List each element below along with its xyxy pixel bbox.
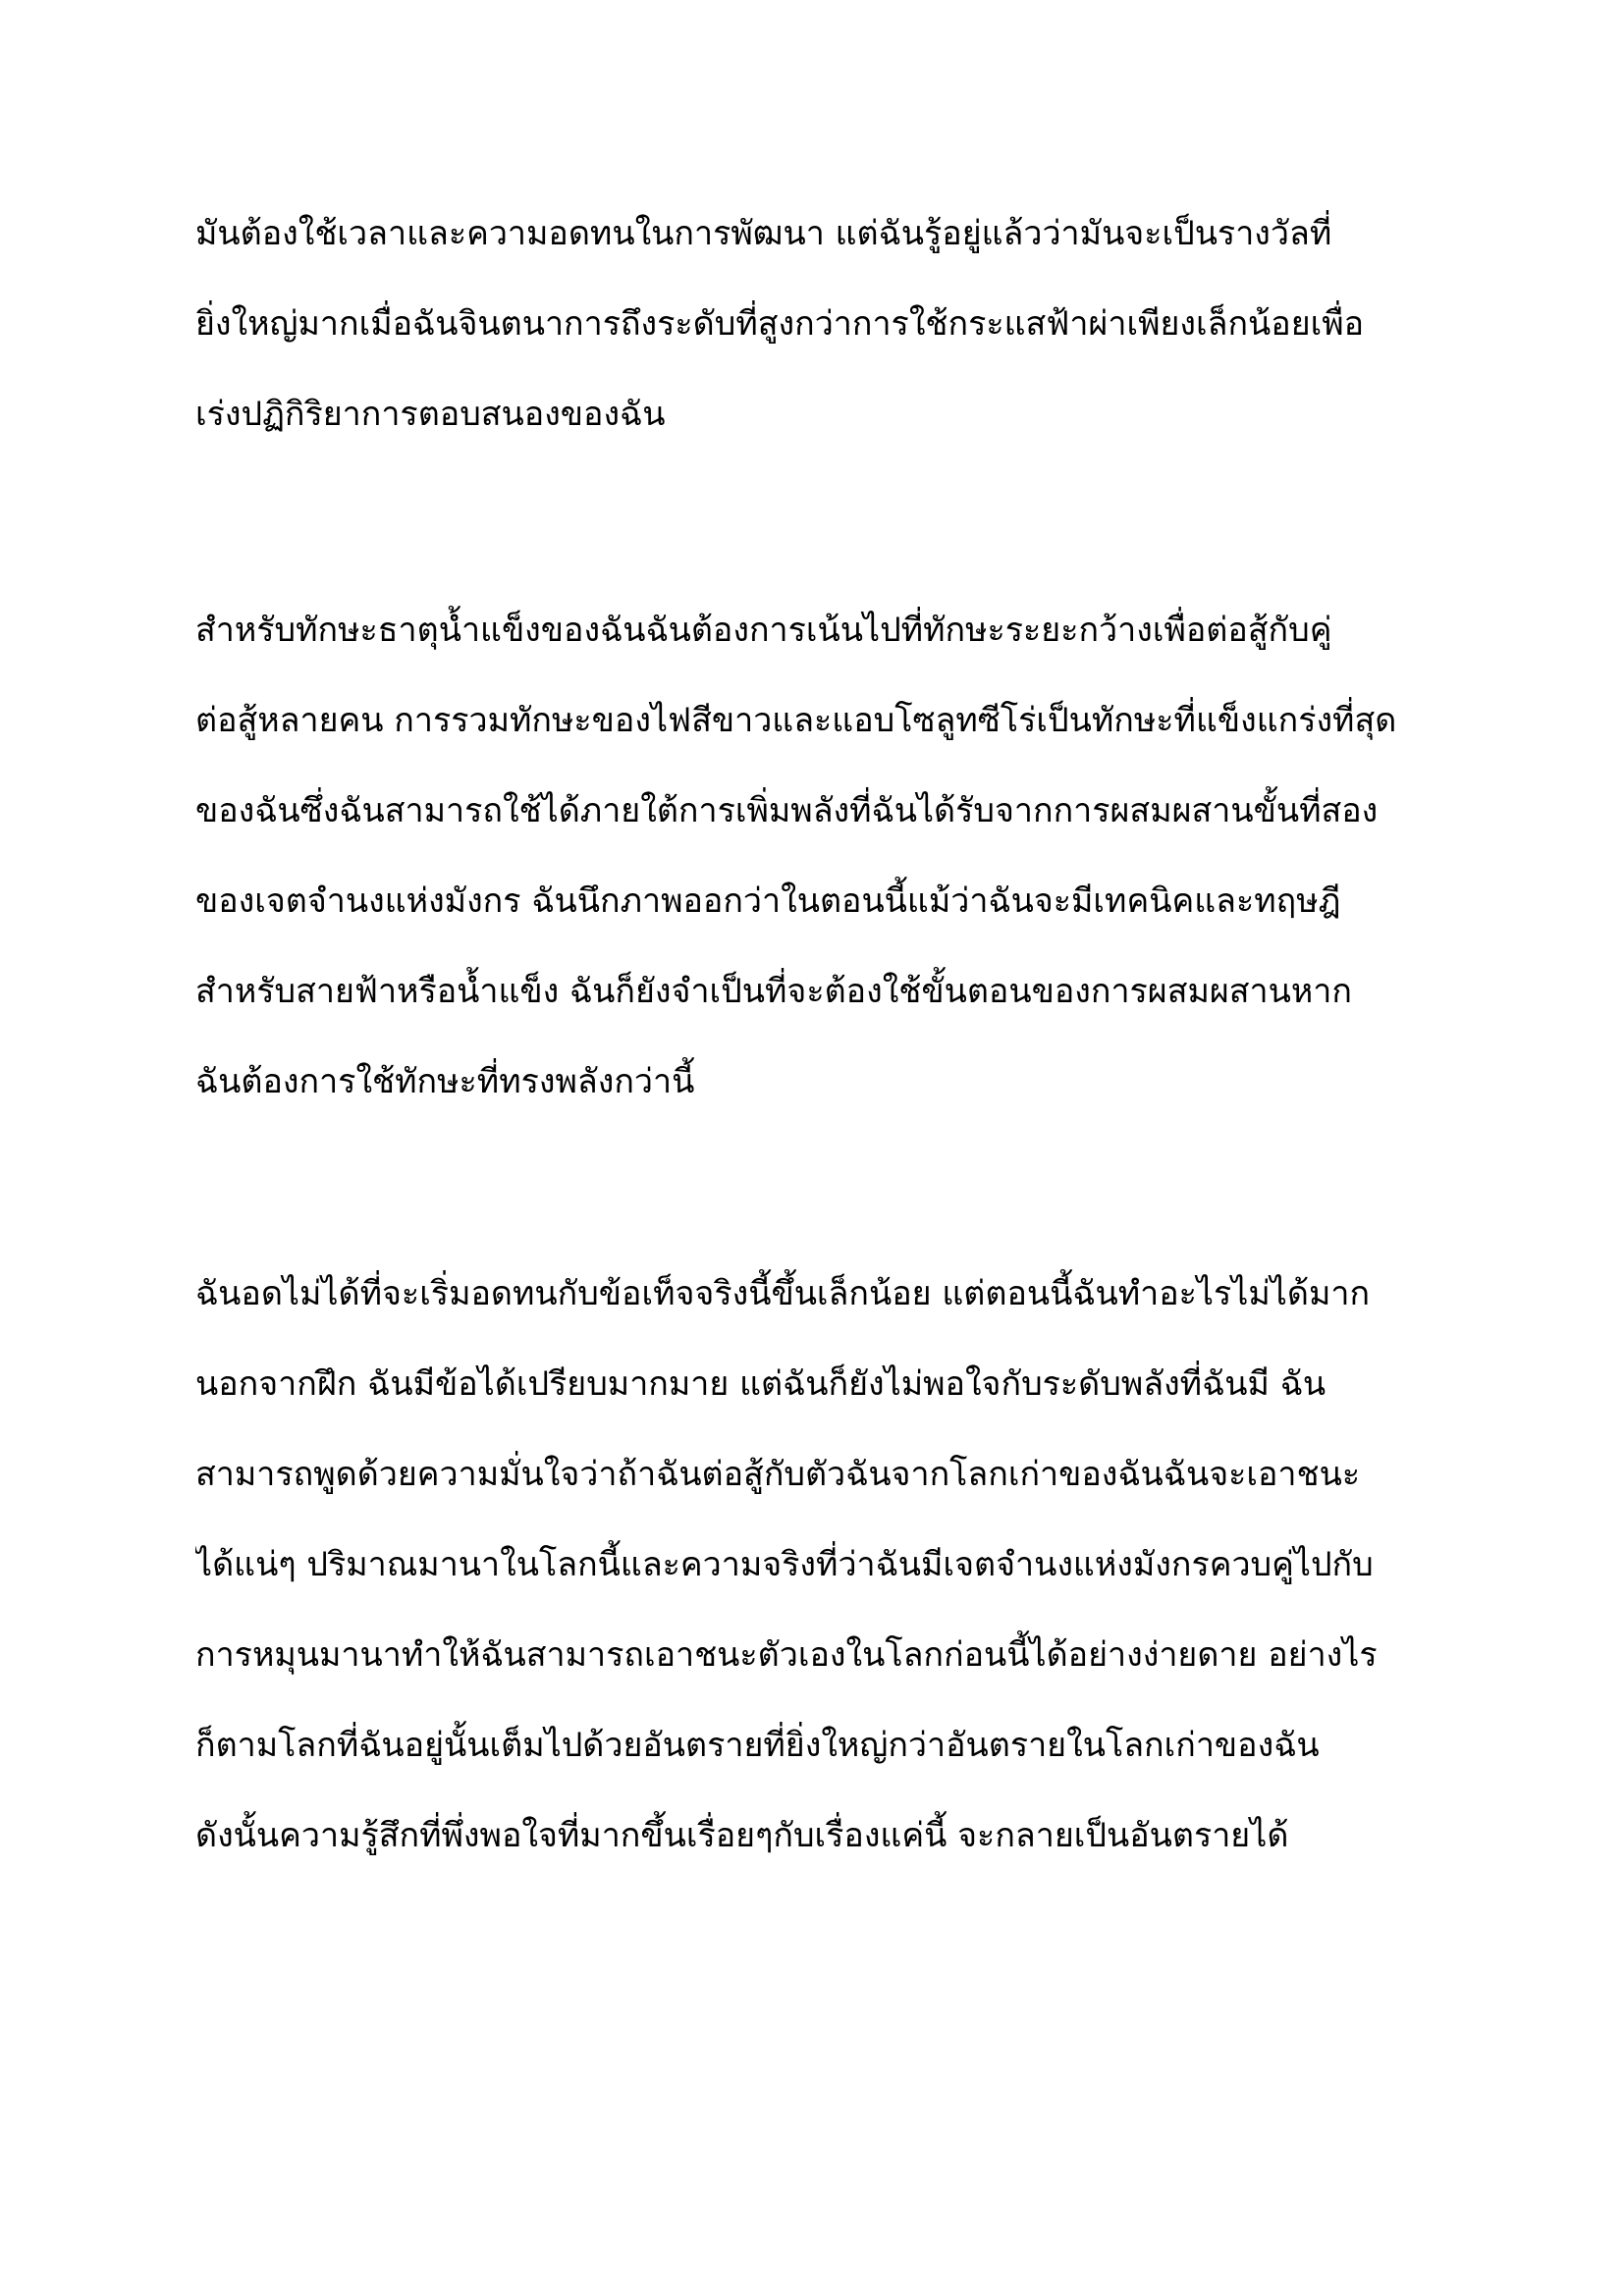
text-line: ฉันอดไม่ได้ที่จะเริ่มอดทนกับข้อเท็จจริงนี้ขึ้นเล็กน้อย แต่ตอนนี้ฉันทำอะไรไม่ได้มาก [195, 1274, 1371, 1313]
text-line: สามารถพูดด้วยความมั่นใจว่าถ้าฉันต่อสู้กับตัวฉันจากโลกเก่าของฉันฉันจะเอาชนะ [195, 1455, 1361, 1494]
text-line: สำหรับสายฟ้าหรือน้ำแข็ง ฉันก็ยังจำเป็นที่จะต้องใช้ขั้นตอนของการผสมผสานหาก [195, 972, 1352, 1011]
text-line: การหมุนมานาทำให้ฉันสามารถเอาชนะตัวเองในโลกก่อนนี้ได้อย่างง่ายดาย อย่างไร [195, 1635, 1378, 1675]
text-line: ก็ตามโลกที่ฉันอยู่นั้นเต็มไปด้วยอันตรายที่ยิ่งใหญ่กว่าอันตรายในโลกเก่าของฉัน [195, 1726, 1320, 1765]
text-line: สำหรับทักษะธาตุน้ำแข็งของฉันฉันต้องการเน้นไปที่ทักษะระยะกว้างเพื่อต่อสู้กับคู่ [195, 611, 1332, 650]
text-line: ต่อสู้หลายคน การรวมทักษะของไฟสีขาวและแอบโซลูทซีโร่เป็นทักษะที่แข็งแกร่งที่สุด [195, 701, 1397, 740]
text-line: มันต้องใช้เวลาและความอดทนในการพัฒนา แต่ฉันรู้อยู่แล้วว่ามันจะเป็นรางวัลที่ [195, 214, 1332, 253]
text-line: เร่งปฏิกิริยาการตอบสนองของฉัน [195, 395, 666, 434]
text-line: ของฉันซึ่งฉันสามารถใช้ได้ภายใต้การเพิ่มพลังที่ฉันได้รับจากการผสมผสานขั้นที่สอง [195, 791, 1379, 830]
text-line: ฉันต้องการใช้ทักษะที่ทรงพลังกว่านี้ [195, 1062, 695, 1101]
text-line: ได้แน่ๆ ปริมาณมานาในโลกนี้และความจริงที่ว่าฉันมีเจตจำนงแห่งมังกรควบคู่ไปกับ [195, 1545, 1374, 1584]
text-line: ของเจตจำนงแห่งมังกร ฉันนึกภาพออกว่าในตอนนี้แม้ว่าฉันจะมีเทคนิคและทฤษฎี [195, 881, 1341, 921]
text-line: ยิ่งใหญ่มากเมื่อฉันจินตนาการถึงระดับที่สูงกว่าการใช้กระแสฟ้าผ่าเพียงเล็กน้อยเพื่อ [195, 304, 1365, 344]
text-line: ดังนั้นความรู้สึกที่พึ่งพอใจที่มากขึ้นเรื่อยๆกับเรื่องแค่นี้ จะกลายเป็นอันตรายได้ [195, 1816, 1289, 1855]
text-line: นอกจากฝึก ฉันมีข้อได้เปรียบมากมาย แต่ฉันก็ยังไม่พอใจกับระดับพลังที่ฉันมี ฉัน [195, 1364, 1326, 1404]
